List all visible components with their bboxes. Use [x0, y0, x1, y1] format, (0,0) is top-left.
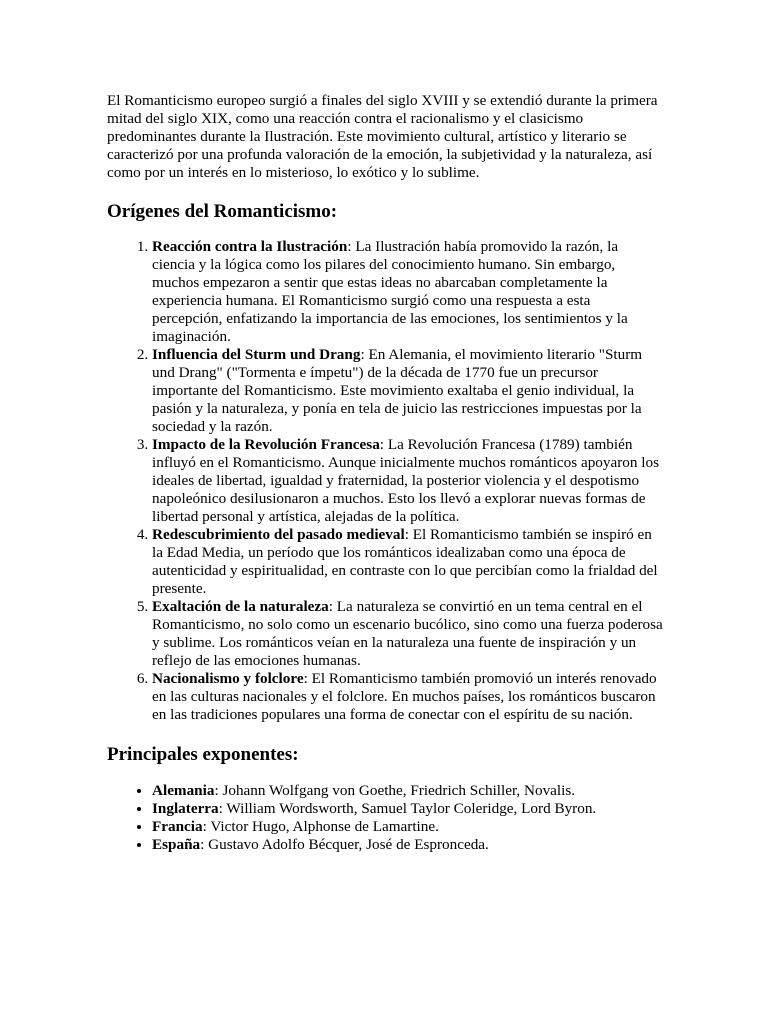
- exponents-names: : Johann Wolfgang von Goethe, Friedrich Schiller, Novalis.: [214, 782, 576, 799]
- origins-item-text: : La naturaleza se convirtió en un tema central en el Romanticismo, no solo como un escenario bucólico, sino como una fuerza poderosa y sublime. Los románticos veían en la naturaleza una fuente de inspiración y un reflejo de las emociones humanas.: [152, 598, 663, 669]
- origins-item-text: : En Alemania, el movimiento literario "Sturm und Drang" ("Tormenta e ímpetu") de la década de 1770 fue un precursor importante del Romanticismo. Este movimiento exaltaba el genio individual, la pasión y la naturaleza, y ponía en tela de juicio las restricciones impuestas por la sociedad y la razón.: [152, 346, 643, 435]
- exponents-heading: Principales exponentes:: [107, 744, 299, 765]
- origins-item: [152, 598, 663, 670]
- exponents-country: Alemania: [152, 782, 215, 799]
- origins-item-title: Impacto de la Revolución Francesa: [152, 436, 380, 453]
- origins-item-text: : El Romanticismo también promovió un interés renovado en las culturas nacionales y el folclore. En muchos países, los románticos buscaron en las tradiciones populares una forma de conectar con el espíritu de su nación.: [152, 670, 657, 723]
- exponents-item: [152, 818, 663, 836]
- origins-item: [152, 526, 663, 598]
- document-page: [107, 92, 663, 854]
- exponents-country: España: [152, 836, 201, 853]
- origins-item-title: Redescubrimiento del pasado medieval: [152, 526, 405, 543]
- exponents-item: [152, 836, 663, 854]
- exponents-names: : Victor Hugo, Alphonse de Lamartine.: [202, 818, 439, 835]
- origins-heading: Orígenes del Romanticismo:: [107, 201, 338, 222]
- exponents-item: [152, 800, 663, 818]
- origins-item-text: : La Ilustración había promovido la razón, la ciencia y la lógica como los pilares del conocimiento humano. Sin embargo, muchos empezaron a sentir que estas ideas no abarcaban completamente la experiencia humana. El Romanticismo surgió como una respuesta a esta percepción, enfatizando la importancia de las emociones, los sentimientos y la imaginación.: [152, 238, 628, 345]
- origins-item: [152, 346, 663, 436]
- exponents-item: [152, 782, 663, 800]
- origins-item-text: : El Romanticismo también se inspiró en la Edad Media, un período que los románticos idealizaban como una época de autenticidad y espiritualidad, en contraste con lo que percibían como la frialdad del presente.: [152, 526, 658, 597]
- origins-item-title: Reacción contra la Ilustración: [152, 238, 348, 255]
- origins-list: [107, 238, 663, 724]
- exponents-list: [107, 782, 663, 854]
- exponents-country: Francia: [152, 818, 203, 835]
- origins-item-title: Exaltación de la naturaleza: [152, 598, 329, 615]
- origins-item-title: Influencia del Sturm und Drang: [152, 346, 361, 363]
- origins-item-title: Nacionalismo y folclore: [152, 670, 304, 687]
- intro-paragraph: El Romanticismo europeo surgió a finales del siglo XVIII y se extendió durante la primera mitad del siglo XIX, como una reacción contra el racionalismo y el clasicismo predominantes durante la Ilustración. Este movimiento cultural, artístico y literario se caracterizó por una profunda valoración de la emoción, la subjetividad y la naturaleza, así como por un interés en lo misterioso, lo exótico y lo sublime.: [107, 92, 658, 181]
- exponents-names: : Gustavo Adolfo Bécquer, José de Espronceda.: [200, 836, 489, 853]
- exponents-country: Inglaterra: [152, 800, 219, 817]
- exponents-names: : William Wordsworth, Samuel Taylor Coleridge, Lord Byron.: [218, 800, 597, 817]
- origins-item: [152, 670, 663, 724]
- origins-item-text: : La Revolución Francesa (1789) también influyó en el Romanticismo. Aunque inicialmente muchos románticos apoyaron los ideales de libertad, igualdad y fraternidad, la posterior violencia y el despotismo napoleónico desilusionaron a muchos. Esto los llevó a explorar nuevas formas de libertad personal y artística, alejadas de la política.: [152, 436, 659, 525]
- origins-item: [152, 436, 663, 526]
- origins-item: [152, 238, 663, 346]
